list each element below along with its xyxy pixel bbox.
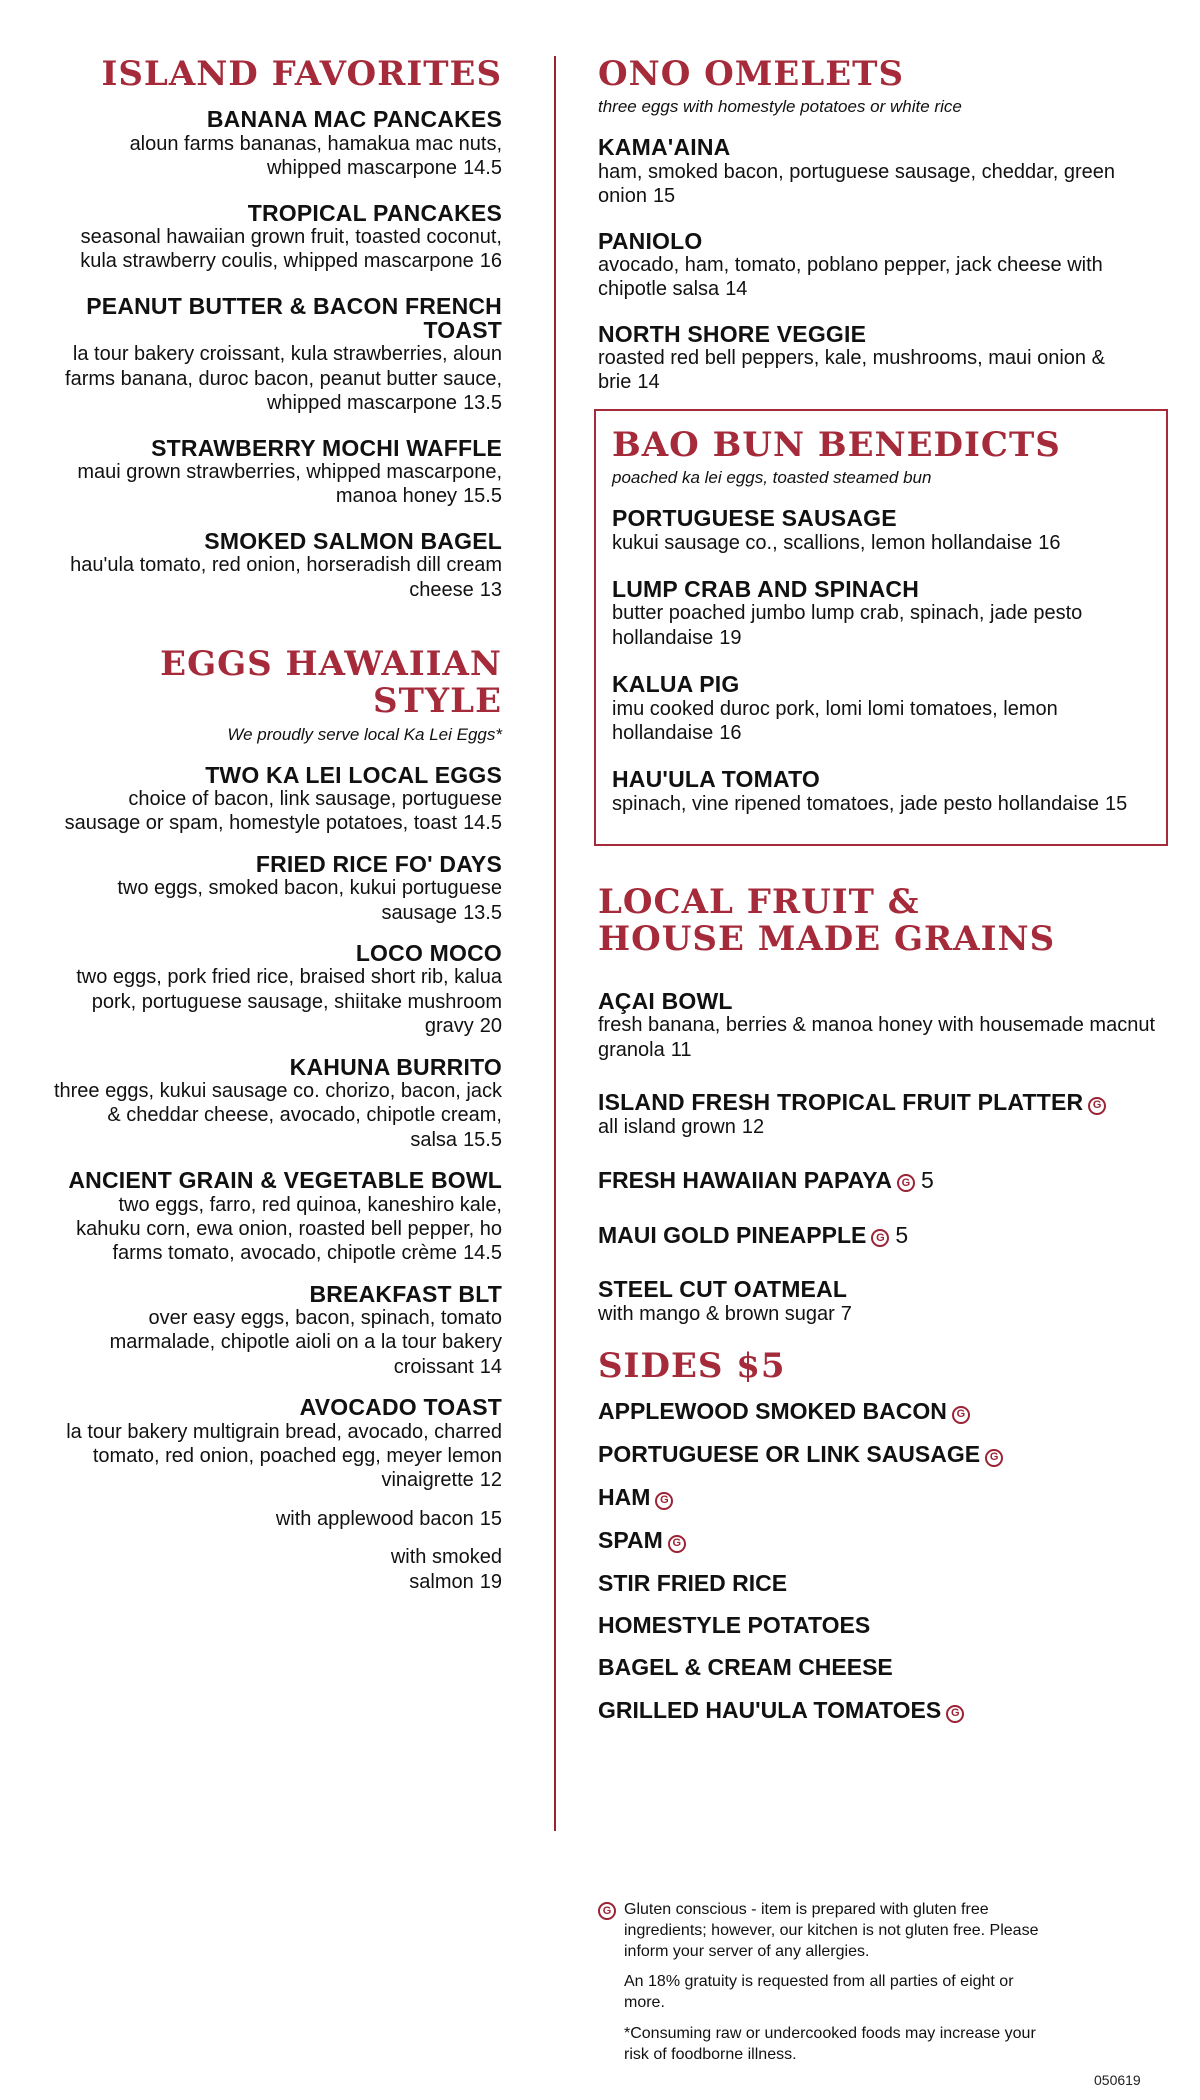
item-desc: fresh banana, berries & manoa honey with housemade macnut granola: [598, 1014, 1156, 1061]
gluten-conscious-icon: G: [1088, 1097, 1106, 1115]
item-name: LOCO MOCO: [355, 940, 502, 967]
menu-item: [598, 1277, 1168, 1326]
side-name: STIR FRIED RICE: [598, 1569, 788, 1596]
side-item: [598, 1655, 1168, 1679]
item-name: STEEL CUT OATMEAL: [598, 1276, 848, 1303]
item-price: 13.5: [463, 901, 502, 924]
item-desc: maui grown strawberries, whipped mascarpone, manoa honey: [77, 461, 502, 508]
item-price: 11: [670, 1038, 692, 1061]
addon-price: 15: [479, 1507, 502, 1530]
menu-item: [598, 135, 1168, 208]
eggs-subtitle: We proudly serve local Ka Lei Eggs*: [227, 724, 502, 744]
item-name: PEANUT BUTTER & BACON FRENCH TOAST: [86, 292, 502, 344]
item-price: 15: [652, 185, 676, 208]
gratuity-footnote: An 18% gratuity is requested from all parties of eight or more.: [624, 1973, 1014, 2012]
gluten-conscious-icon: G: [952, 1406, 970, 1424]
gluten-conscious-icon: G: [871, 1229, 889, 1247]
addon-desc: with smoked salmon: [390, 1546, 502, 1593]
item-price: 14.5: [463, 157, 502, 180]
item-name: KAMA'AINA: [598, 134, 731, 161]
avocado-toast-addon-bacon: [50, 1507, 502, 1531]
item-name: LUMP CRAB AND SPINACH: [612, 576, 920, 603]
local-fruit-title-line2: HOUSE MADE GRAINS: [598, 919, 1056, 960]
side-name: PORTUGUESE OR LINK SAUSAGE: [598, 1441, 981, 1468]
menu-item: [598, 229, 1168, 302]
menu-item: [598, 989, 1168, 1062]
item-desc: hau'ula tomato, red onion, horseradish dill cream cheese: [70, 554, 502, 601]
item-desc: imu cooked duroc pork, lomi lomi tomatoes, lemon hollandaise: [612, 697, 1058, 744]
side-name: APPLEWOOD SMOKED BACON: [598, 1398, 947, 1425]
item-price: 14: [725, 278, 748, 301]
island-favorites-title: ISLAND FAVORITES: [101, 54, 502, 94]
gluten-conscious-icon: G: [655, 1492, 673, 1510]
item-price: 15.5: [463, 485, 502, 508]
item-desc: ham, smoked bacon, portuguese sausage, cheddar, green onion: [598, 160, 1116, 208]
item-price: 16: [479, 250, 502, 273]
item-name: FRESH HAWAIIAN PAPAYA: [598, 1167, 892, 1194]
item-name: SMOKED SALMON BAGEL: [204, 527, 502, 554]
menu-code: 050619: [1094, 2072, 1141, 2088]
item-desc: choice of bacon, link sausage, portuguese sausage or spam, homestyle potatoes, toast: [64, 788, 502, 835]
item-price: 12: [479, 1469, 502, 1492]
menu-item: [598, 1222, 1168, 1249]
item-name: TROPICAL PANCAKES: [247, 199, 502, 226]
menu-item: [598, 322, 1168, 395]
item-desc: roasted red bell peppers, kale, mushrooms, maui onion & brie: [598, 347, 1105, 394]
item-name: MAUI GOLD PINEAPPLE: [598, 1222, 867, 1249]
item-desc: spinach, vine ripened tomatoes, jade pesto hollandaise: [612, 792, 1099, 815]
item-price: 15: [1105, 792, 1128, 815]
bao-subtitle: poached ka lei eggs, toasted steamed bun: [612, 468, 932, 488]
item-name: BREAKFAST BLT: [309, 1280, 502, 1307]
side-item: [598, 1613, 1168, 1637]
right-column: [598, 56, 1168, 1741]
side-name: SPAM: [598, 1526, 663, 1553]
item-desc: two eggs, smoked bacon, kukui portuguese sausage: [117, 877, 502, 924]
side-name: HOMESTYLE POTATOES: [598, 1612, 871, 1639]
column-divider: [554, 56, 556, 1831]
menu-item: [50, 201, 502, 274]
ono-omelets-title: ONO OMELETS: [598, 54, 904, 94]
local-fruit-title-line1: LOCAL FRUIT &: [598, 882, 920, 923]
item-name: AÇAI BOWL: [598, 987, 733, 1014]
item-desc: over easy eggs, bacon, spinach, tomato marmalade, chipotle aioli on a la tour bakery croissant: [109, 1307, 502, 1378]
menu-item: [50, 294, 502, 416]
menu-item: [50, 1395, 502, 1493]
item-desc: all island grown: [598, 1115, 736, 1138]
menu-item: [50, 941, 502, 1039]
item-desc: aloun farms bananas, hamakua mac nuts, whipped mascarpone: [129, 132, 502, 180]
left-column: [50, 56, 502, 1594]
menu-item: [50, 107, 502, 180]
menu-item: [612, 767, 1150, 816]
item-name: BANANA MAC PANCAKES: [206, 106, 502, 133]
gluten-conscious-icon: G: [985, 1449, 1003, 1467]
addon-price: 19: [479, 1570, 502, 1593]
item-name: ISLAND FRESH TROPICAL FRUIT PLATTER: [598, 1089, 1084, 1116]
menu-item: [50, 436, 502, 509]
side-item: [598, 1399, 1168, 1424]
item-desc: three eggs, kukui sausage co. chorizo, bacon, jack & cheddar cheese, avocado, chipotle cream, salsa: [53, 1079, 502, 1151]
item-price: 20: [479, 1015, 502, 1038]
side-item: [598, 1442, 1168, 1467]
side-item: [598, 1528, 1168, 1553]
item-name: HAU'ULA TOMATO: [612, 766, 821, 793]
item-price: 14: [479, 1355, 502, 1378]
side-name: BAGEL & CREAM CHEESE: [598, 1654, 893, 1681]
item-name: PORTUGUESE SAUSAGE: [612, 505, 897, 532]
menu-item: [612, 506, 1150, 555]
menu-item: [50, 852, 502, 925]
gluten-conscious-icon: G: [668, 1535, 686, 1553]
menu-item: [598, 1167, 1168, 1194]
item-desc: la tour bakery multigrain bread, avocado, charred tomato, red onion, poached egg, meyer lemon vinaigrette: [66, 1420, 502, 1492]
item-price: 15.5: [463, 1128, 502, 1151]
item-name: FRIED RICE FO' DAYS: [255, 850, 502, 877]
item-name: KAHUNA BURRITO: [289, 1053, 502, 1080]
menu-item: [612, 577, 1150, 650]
item-price: 14.5: [463, 1242, 502, 1265]
addon-desc: with applewood bacon: [275, 1507, 474, 1530]
item-price: 7: [840, 1302, 852, 1325]
raw-food-footnote: *Consuming raw or undercooked foods may increase your risk of foodborne illness.: [624, 2024, 1036, 2063]
omelets-subtitle: three eggs with homestyle potatoes or white rice: [598, 97, 962, 117]
item-name: AVOCADO TOAST: [299, 1394, 502, 1421]
sides-title: SIDES $5: [598, 1346, 786, 1387]
item-desc: avocado, ham, tomato, poblano pepper, jack cheese with chipotle salsa: [598, 253, 1103, 301]
item-desc: two eggs, farro, red quinoa, kaneshiro kale, kahuku corn, ewa onion, roasted bell pepper, ho farms tomato, avocado, chipotle crème: [76, 1193, 502, 1265]
footnotes: [598, 1900, 1048, 2076]
menu-item: [50, 1168, 502, 1266]
bao-bun-title: BAO BUN BENEDICTS: [612, 424, 1061, 465]
item-price: 14.5: [463, 812, 502, 835]
item-price: 14: [637, 371, 660, 394]
gluten-conscious-icon: G: [897, 1174, 915, 1192]
item-price: 12: [741, 1115, 765, 1138]
menu-item: [50, 763, 502, 836]
bao-bun-benedicts-box: [594, 409, 1168, 846]
item-price: 5: [895, 1222, 909, 1249]
item-desc: seasonal hawaiian grown fruit, toasted coconut, kula strawberry coulis, whipped mascarpone: [80, 225, 502, 273]
menu-item: [50, 1282, 502, 1380]
item-price: 19: [719, 626, 742, 649]
gluten-conscious-icon: G: [946, 1705, 964, 1723]
item-desc: la tour bakery croissant, kula strawberries, aloun farms banana, duroc bacon, peanut butter sauce, whipped mascarpone: [65, 343, 502, 415]
menu-item: [50, 1055, 502, 1153]
side-item: [598, 1571, 1168, 1595]
item-name: PANIOLO: [598, 227, 703, 254]
eggs-hawaiian-title: EGGS HAWAIIAN STYLE: [160, 643, 502, 722]
item-price: 13.5: [463, 392, 502, 415]
item-desc: two eggs, pork fried rice, braised short rib, kalua pork, portuguese sausage, shiitake mushroom gravy: [76, 966, 502, 1038]
avocado-toast-addon-salmon: [50, 1545, 502, 1594]
side-name: HAM: [598, 1484, 651, 1511]
gluten-footnote: [598, 1900, 1048, 1962]
item-name: KALUA PIG: [612, 671, 740, 698]
item-name: NORTH SHORE VEGGIE: [598, 320, 867, 347]
item-name: STRAWBERRY MOCHI WAFFLE: [151, 434, 502, 461]
side-item: [598, 1485, 1168, 1510]
item-price: 16: [719, 721, 742, 744]
item-desc: butter poached jumbo lump crab, spinach, jade pesto hollandaise: [612, 602, 1083, 649]
menu-item: [612, 672, 1150, 745]
gluten-conscious-icon: G: [598, 1902, 616, 1920]
item-price: 16: [1038, 531, 1061, 554]
item-name: TWO KA LEI LOCAL EGGS: [205, 761, 502, 788]
item-desc: kukui sausage co., scallions, lemon hollandaise: [612, 531, 1033, 554]
item-price: 13: [479, 578, 502, 601]
item-name: ANCIENT GRAIN & VEGETABLE BOWL: [68, 1167, 502, 1194]
menu-item: [50, 529, 502, 602]
gluten-footnote-text: Gluten conscious - item is prepared with gluten free ingredients; however, our kitchen is not gluten free. Please inform your server of any allergies.: [624, 1901, 1039, 1960]
side-item: [598, 1698, 1168, 1723]
item-desc: with mango & brown sugar: [598, 1302, 835, 1325]
side-name: GRILLED HAU'ULA TOMATOES: [598, 1696, 942, 1723]
item-price: 5: [920, 1167, 934, 1194]
menu-item: [598, 1090, 1168, 1139]
